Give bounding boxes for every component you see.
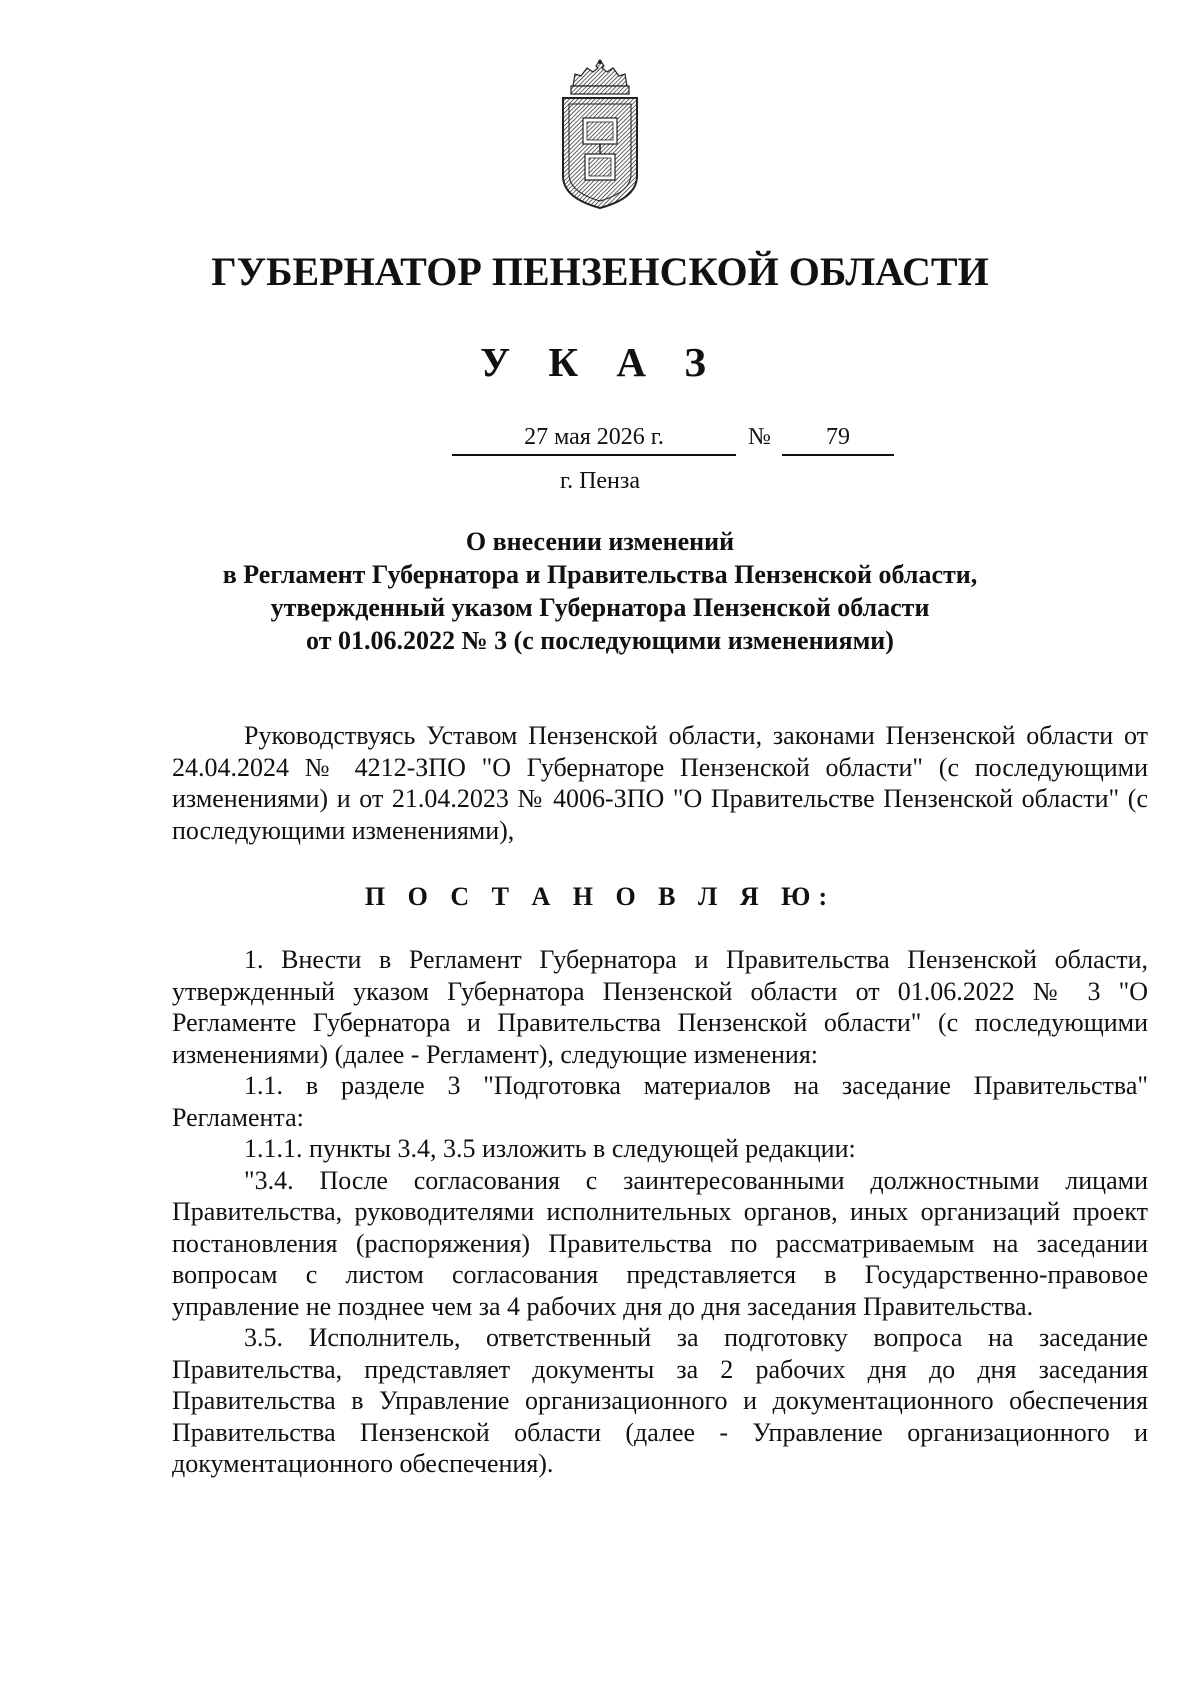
preamble-block <box>172 720 1148 846</box>
document-date: 27 мая 2026 г. <box>452 424 736 456</box>
decree-heading: П О С Т А Н О В Л Я Ю: <box>364 882 836 911</box>
decree-items <box>172 944 1148 1480</box>
preamble-paragraph: Руководствуясь Уставом Пензенской области, законами Пензенской области от 24.04.2024 № 4212-ЗПО "О Губернаторе Пензенской области" (с последующими изменениями) и от 21.04.2023 № 4006-ЗПО "О Правительстве Пензенской области" (с последующими изменениями), <box>172 721 1148 845</box>
document-type-heading: У К А З <box>480 339 720 385</box>
title-line: О внесении изменений <box>465 527 735 556</box>
number-sign: № <box>748 424 771 450</box>
document-place: г. Пенза <box>559 468 641 494</box>
issuer-heading: ГУБЕРНАТОР ПЕНЗЕНСКОЙ ОБЛАСТИ <box>211 249 989 294</box>
title-line: в Регламент Губернатора и Правительства Пензенской области, <box>222 560 978 589</box>
item-paragraph: 3.5. Исполнитель, ответственный за подготовку вопроса на заседание Правительства, представляет документы за 2 рабочих дня до дня заседания Правительства в Управление организационного и документационного обеспечения Правительства Пензенской области (далее - Управление организационного и документационного обеспечения). <box>172 1323 1148 1478</box>
document-title <box>0 525 1200 657</box>
item-paragraph: "3.4. После согласования с заинтересованными должностными лицами Правительства, руководителями исполнительных органов, иных организаций проект постановления (распоряжения) Правительства по рассматриваемым на заседании вопросам с листом согласования представляется в Государственно-правовое управление не позднее чем за 4 рабочих дня до дня заседания Правительства. <box>172 1165 1148 1321</box>
title-line: утвержденный указом Губернатора Пензенской области <box>270 593 930 622</box>
item-paragraph: 1.1.1. пункты 3.4, 3.5 изложить в следующей редакции: <box>244 1134 856 1163</box>
document-number: 79 <box>782 424 894 456</box>
item-paragraph: 1. Внести в Регламент Губернатора и Правительства Пензенской области, утвержденный указом Губернатора Пензенской области от 01.06.2022 № 3 "О Регламенте Губернатора и Правительства Пензенской области" (с последующими изменениями) (далее - Регламент), следующие изменения: <box>172 945 1148 1069</box>
item-paragraph: 1.1. в разделе 3 "Подготовка материалов на заседание Правительства" Регламента: <box>172 1071 1148 1132</box>
coat-of-arms-icon <box>555 58 645 214</box>
title-line: от 01.06.2022 № 3 (с последующими изменениями) <box>306 626 894 655</box>
